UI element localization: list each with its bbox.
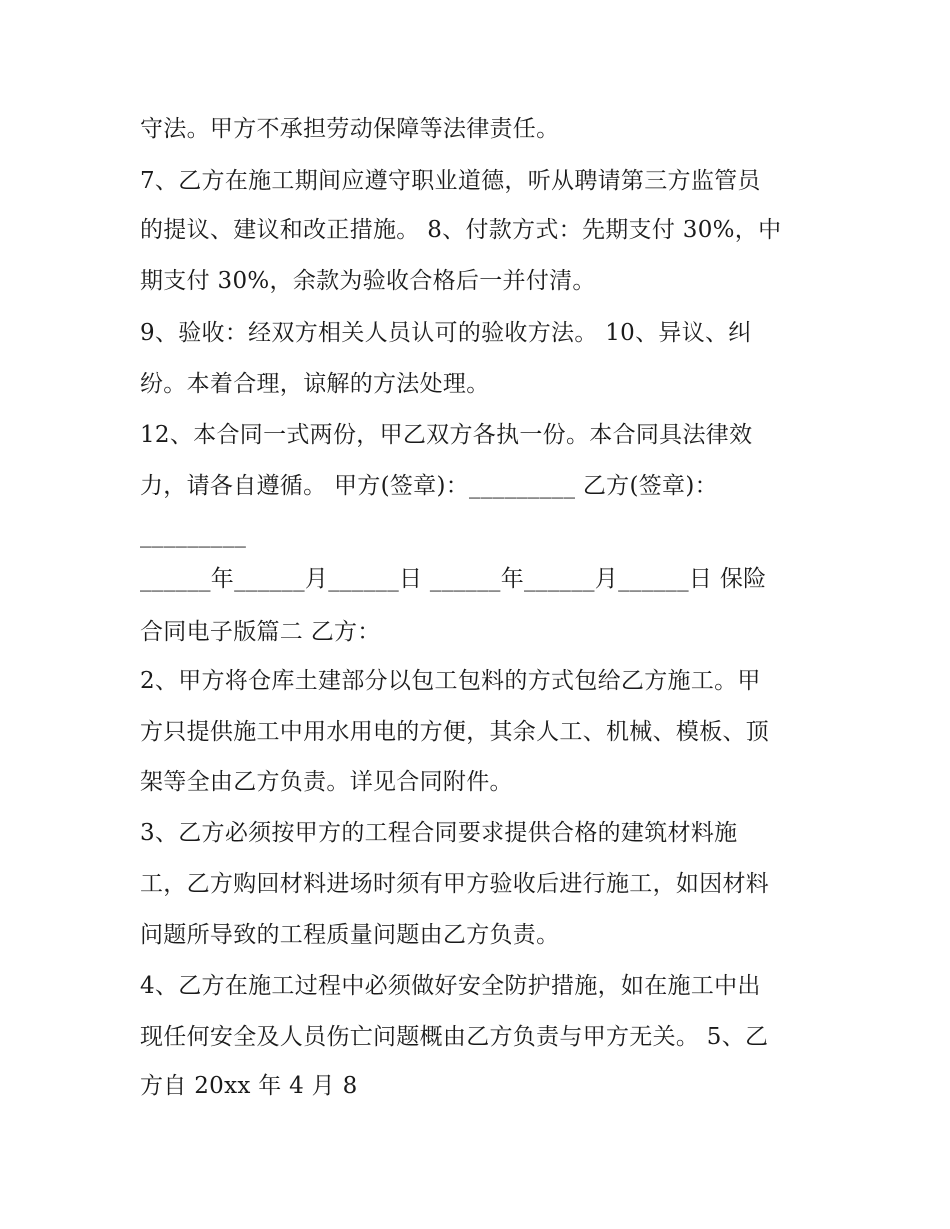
date-line: ______年______月______日 ______年______月______日 保险 [140, 566, 767, 592]
text-line: 问题所导致的工程质量问题由乙方负责。 [140, 922, 560, 948]
text-line: 方只提供施工中用水用电的方便，其余人工、机械、模板、顶 [140, 719, 770, 745]
text-line: 2、甲方将仓库土建部分以包工包料的方式包给乙方施工。甲 [140, 668, 761, 694]
text-line: 现任何安全及人员伤亡问题概由乙方负责与甲方无关。 5、乙 [140, 1024, 769, 1050]
text-line: 的提议、建议和改正措施。 8、付款方式：先期支付 30%，中 [140, 217, 782, 243]
text-line: 9、验收：经双方相关人员认可的验收方法。 10、异议、纠 [140, 320, 752, 346]
section-heading: 合同电子版篇二 乙方： [140, 619, 381, 645]
text-line: 工，乙方购回材料进场时须有甲方验收后进行施工，如因材料 [140, 871, 770, 897]
text-line: 12、本合同一式两份，甲乙双方各执一份。本合同具法律效 [140, 422, 753, 448]
text-line: 4、乙方在施工过程中必须做好安全防护措施，如在施工中出 [140, 973, 761, 999]
signature-blank: _________ [140, 522, 247, 548]
text-line: 3、乙方必须按甲方的工程合同要求提供合格的建筑材料施 [140, 820, 738, 846]
text-line: 守法。甲方不承担劳动保障等法律责任。 [140, 116, 560, 142]
text-line: 架等全由乙方负责。详见合同附件。 [140, 769, 513, 795]
text-line: 方自 20xx 年 4 月 8 [140, 1073, 358, 1099]
text-line: 纷。本着合理，谅解的方法处理。 [140, 371, 490, 397]
text-line: 7、乙方在施工期间应遵守职业道德，听从聘请第三方监管员 [140, 168, 761, 194]
text-line: 力，请各自遵循。 甲方(签章)：_________ 乙方(签章)： [140, 473, 718, 499]
text-line: 期支付 30%，余款为验收合格后一并付清。 [140, 268, 596, 294]
